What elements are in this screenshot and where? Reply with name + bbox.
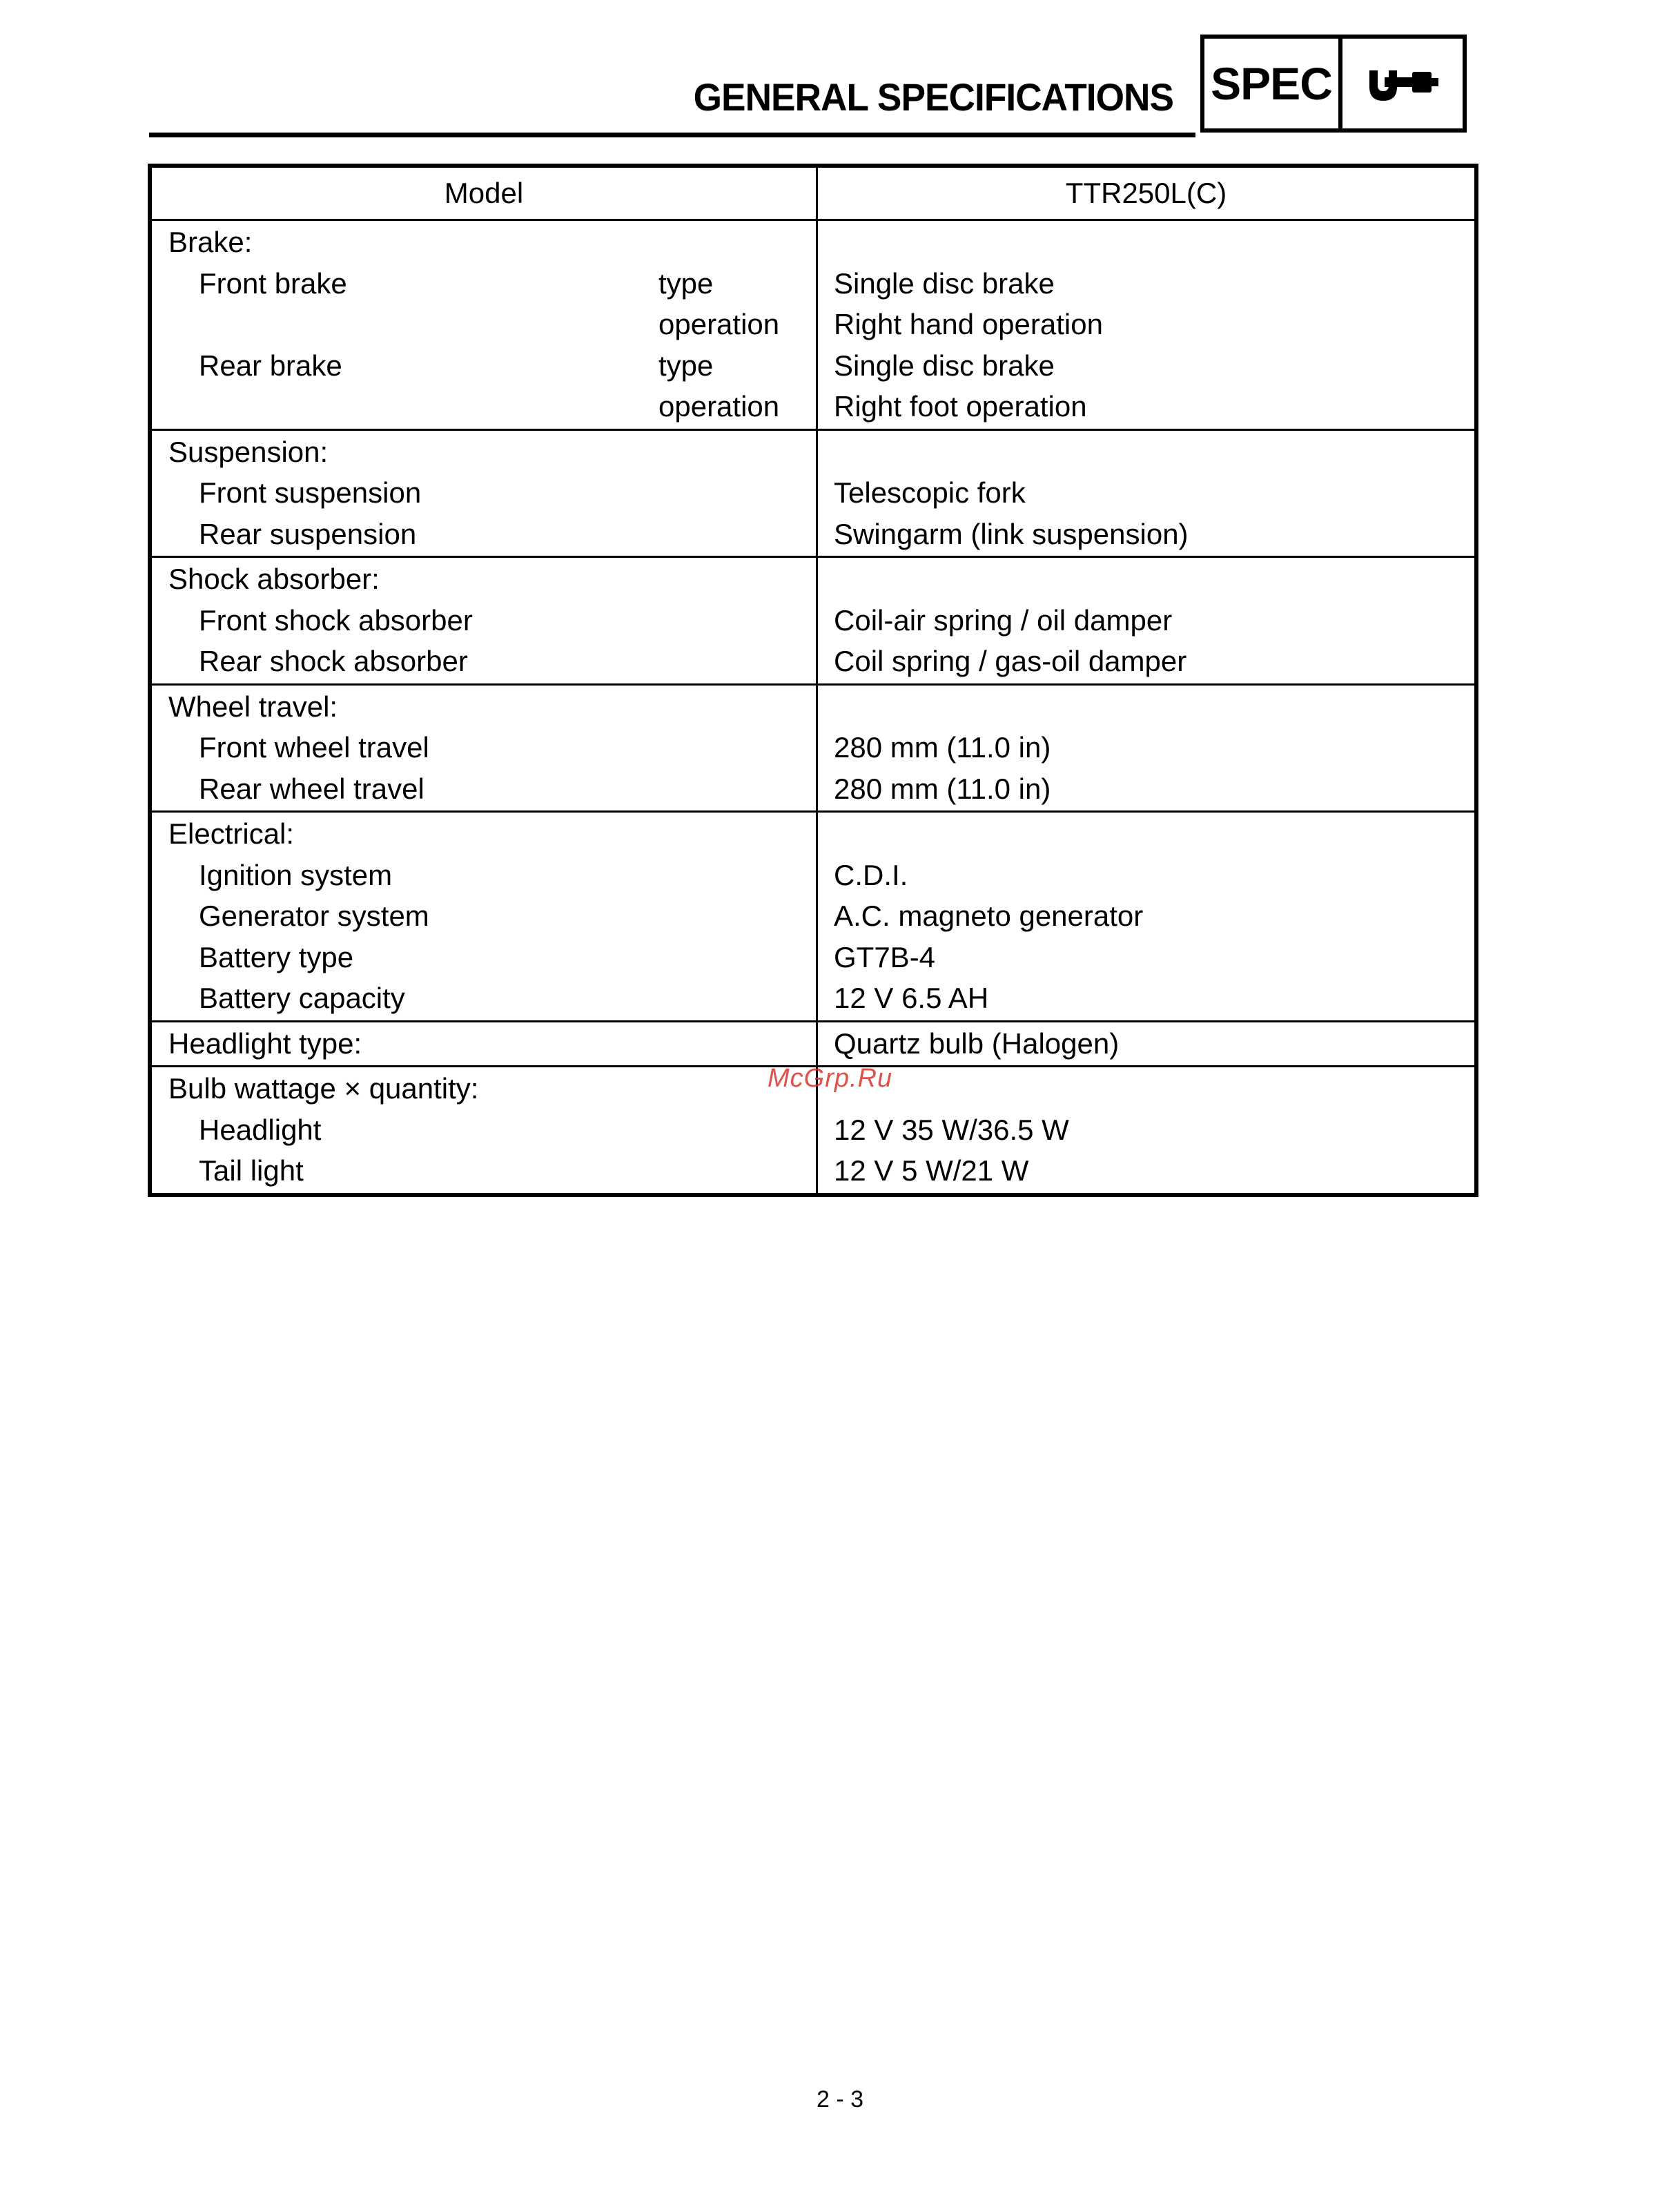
table-row — [152, 345, 1474, 387]
row-value: 12 V 6.5 AH — [834, 982, 989, 1014]
row-attr: type — [658, 266, 714, 300]
row-value: Right hand operation — [834, 308, 1103, 340]
table-row — [152, 600, 1474, 641]
row-label: Generator system — [199, 900, 429, 932]
group-title: Suspension: — [168, 435, 329, 468]
row-label: Tail light — [199, 1154, 304, 1187]
row-value: Quartz bulb (Halogen) — [834, 1027, 1120, 1060]
row-value: 280 mm (11.0 in) — [834, 772, 1051, 805]
table-row — [152, 978, 1474, 1019]
row-value: GT7B-4 — [834, 940, 936, 973]
table-row — [152, 1150, 1474, 1192]
table-row — [152, 768, 1474, 810]
row-value: 12 V 5 W/21 W — [834, 1154, 1029, 1187]
wrench-gauge-icon — [1342, 39, 1463, 128]
spec-badge — [1200, 35, 1467, 133]
group-title: Shock absorber: — [168, 563, 380, 595]
group-wheel-travel — [152, 686, 1474, 813]
row-value: Right foot operation — [834, 390, 1087, 423]
row-value: Telescopic fork — [834, 476, 1026, 509]
row-label: Front brake — [199, 266, 347, 300]
group-headlight-type — [152, 1022, 1474, 1068]
watermark: McGrp.Ru — [768, 1064, 893, 1093]
spec-table — [148, 164, 1478, 1197]
model-label: Model — [444, 177, 524, 209]
table-row — [152, 855, 1474, 896]
table-row — [152, 386, 1474, 427]
row-label: Front suspension — [199, 476, 422, 509]
row-label: Ignition system — [199, 858, 393, 891]
row-label: Rear brake — [199, 349, 342, 382]
page-title: GENERAL SPECIFICATIONS — [693, 75, 1173, 119]
model-value: TTR250L(C) — [1065, 177, 1227, 209]
row-value: Swingarm (link suspension) — [834, 517, 1189, 550]
group-title-row — [152, 813, 1474, 855]
title-rule — [149, 133, 1195, 137]
spec-badge-label: SPEC — [1204, 39, 1342, 128]
table-row — [152, 304, 1474, 345]
row-value: Single disc brake — [834, 266, 1055, 300]
row-value: Single disc brake — [834, 349, 1055, 382]
group-title: Wheel travel: — [168, 690, 338, 723]
row-label: Rear suspension — [199, 517, 417, 550]
page-number: 2 - 3 — [816, 2086, 864, 2113]
table-row — [152, 895, 1474, 937]
row-value: Coil spring / gas-oil damper — [834, 645, 1187, 677]
row-label: Rear shock absorber — [199, 645, 468, 677]
group-title-row — [152, 222, 1474, 263]
group-title-row — [152, 431, 1474, 473]
table-header — [152, 168, 1474, 221]
row-value: 12 V 35 W/36.5 W — [834, 1113, 1069, 1146]
row-value: C.D.I. — [834, 858, 908, 891]
group-title-row — [152, 686, 1474, 728]
group-title: Electrical: — [168, 817, 295, 850]
row-label: Battery capacity — [199, 982, 405, 1014]
group-title: Headlight type: — [168, 1027, 362, 1060]
group-title: Brake: — [168, 226, 253, 258]
group-shock-absorber — [152, 558, 1474, 686]
row-value: Coil-air spring / oil damper — [834, 603, 1173, 637]
table-row — [152, 937, 1474, 978]
row-value: A.C. magneto generator — [834, 900, 1144, 932]
row-value: 280 mm (11.0 in) — [834, 731, 1051, 764]
group-brake — [152, 221, 1474, 431]
row-attr: operation — [658, 308, 780, 340]
row-label: Front shock absorber — [199, 603, 473, 637]
table-row — [152, 641, 1474, 682]
table-row — [152, 263, 1474, 304]
table-row — [152, 472, 1474, 514]
row-label: Headlight — [199, 1113, 322, 1146]
group-electrical — [152, 813, 1474, 1022]
group-suspension — [152, 431, 1474, 559]
table-row — [152, 1109, 1474, 1151]
group-title-row — [152, 1023, 1474, 1065]
row-label: Front wheel travel — [199, 731, 429, 764]
group-title-row — [152, 559, 1474, 600]
table-row — [152, 727, 1474, 768]
row-label: Battery type — [199, 940, 354, 973]
row-label: Rear wheel travel — [199, 772, 424, 805]
row-attr: operation — [658, 390, 780, 423]
group-title: Bulb wattage × quantity: — [168, 1072, 479, 1105]
row-attr: type — [658, 349, 714, 382]
table-row — [152, 514, 1474, 555]
